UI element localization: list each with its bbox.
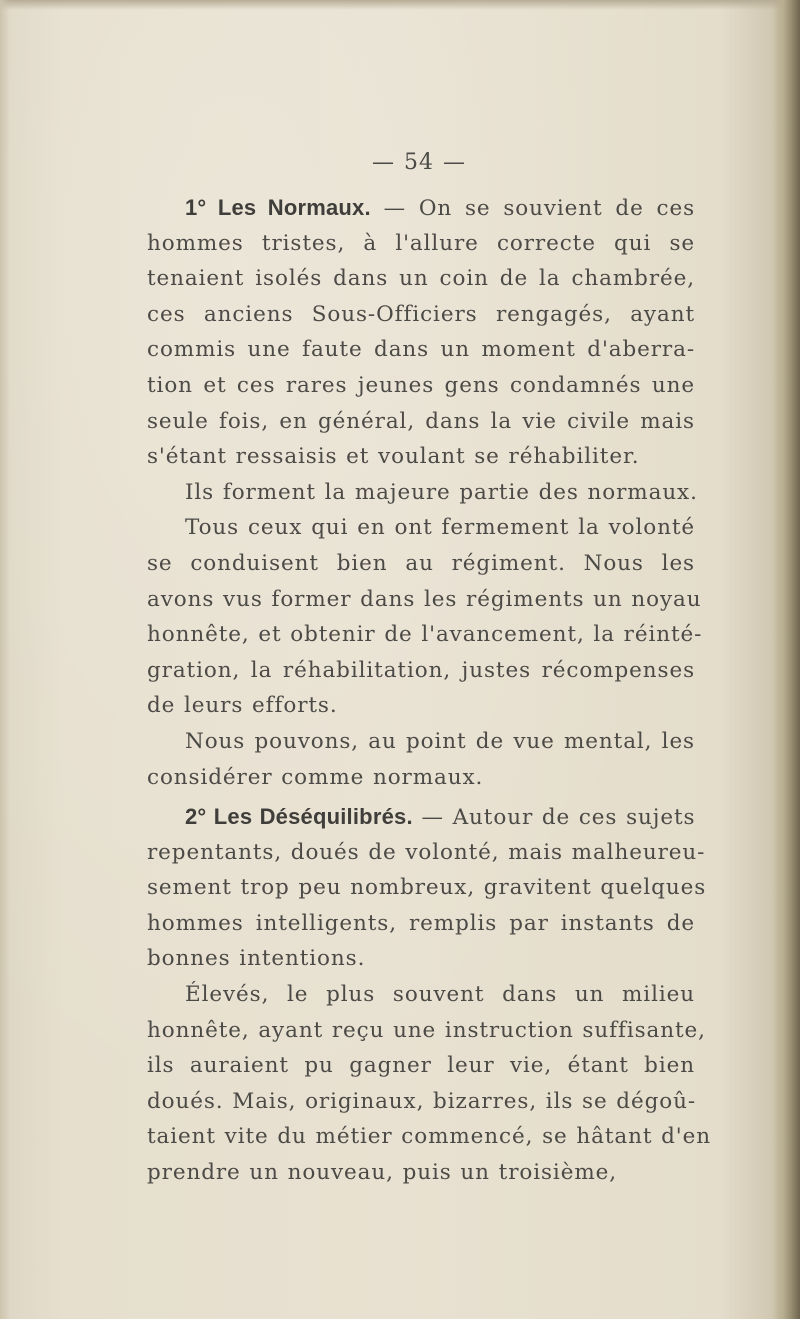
text-line: taient vite du métier commencé, se hâtant d'en xyxy=(147,1124,711,1150)
text-line: de leurs efforts. xyxy=(147,693,338,719)
page-top-shadow xyxy=(0,0,800,10)
text-line: repentants, doués de volonté, mais malheureu- xyxy=(147,839,706,865)
text-line: Tous ceux qui en ont fermement la volonté xyxy=(185,515,695,541)
text-line: avons vus former dans les régiments un noyau xyxy=(147,586,702,612)
text-line: tion et ces rares jeunes gens condamnés une xyxy=(147,372,695,398)
section2-line-0: — Autour de ces sujets xyxy=(421,805,696,831)
text-line: Ils forment la majeure partie des normaux. xyxy=(185,479,698,505)
text-line: se conduisent bien au régiment. Nous les xyxy=(147,550,695,576)
text-line: honnête, et obtenir de l'avancement, la réinté- xyxy=(147,622,703,648)
text-line: sement trop peu nombreux, gravitent quelques xyxy=(147,875,707,901)
text-line: s'étant ressaisis et voulant se réhabiliter. xyxy=(147,444,640,470)
section1-heading: 1° Les Normaux. xyxy=(185,195,371,220)
text-line: ces anciens Sous-Officiers rengagés, ayant xyxy=(147,301,695,327)
section2-first-line xyxy=(147,799,695,835)
section2-heading: 2° Les Déséquilibrés. xyxy=(185,804,413,830)
page-text xyxy=(147,140,711,1191)
text-line: tenaient isolés dans un coin de la chambrée, xyxy=(147,266,695,292)
text-line: Élevés, le plus souvent dans un milieu xyxy=(185,982,695,1008)
text-line: seule fois, en général, dans la vie civile mais xyxy=(147,408,695,434)
page-binding-edge xyxy=(772,0,800,1319)
text-line: gration, la réhabilitation, justes récompenses xyxy=(147,657,695,683)
text-line: doués. Mais, originaux, bizarres, ils se dégoû- xyxy=(147,1088,697,1114)
page-left-shadow xyxy=(0,0,10,1319)
text-line: hommes tristes, à l'allure correcte qui se xyxy=(147,230,695,256)
section1-line-0: — On se souvient de ces xyxy=(383,196,696,221)
text-line: considérer comme normaux. xyxy=(147,764,484,790)
text-line: prendre un nouveau, puis un troisième, xyxy=(147,1160,617,1186)
section1-first-line xyxy=(147,190,695,226)
text-line: honnête, ayant reçu une instruction suffisante, xyxy=(147,1017,706,1043)
text-line: bonnes intentions. xyxy=(147,946,366,972)
text-line: ils auraient pu gagner leur vie, étant bien xyxy=(147,1053,695,1079)
text-line: commis une faute dans un moment d'aberra- xyxy=(147,337,695,363)
page-number: — 54 — xyxy=(372,150,466,175)
text-line: Nous pouvons, au point de vue mental, les xyxy=(185,728,695,754)
text-line: hommes intelligents, remplis par instants de xyxy=(147,910,695,936)
